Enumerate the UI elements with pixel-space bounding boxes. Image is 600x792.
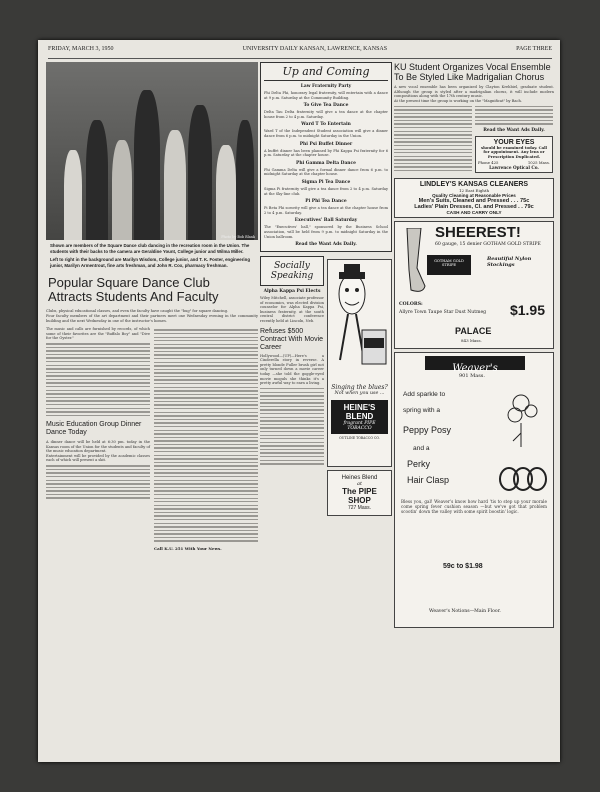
pipe-shop-line-2: at <box>357 481 362 488</box>
weavers-line-6: Hair Clasp <box>407 474 450 485</box>
sheerest-head: SHEEREST! <box>435 223 521 241</box>
photo-caption-2: Left to right in the background are Marilyn Wisdom, College junior, and T. K. Foster, engineering junior, Marilyn Armentrout, fine arts freshman, and John R. Cox, pharmacy freshman. <box>50 257 250 268</box>
lindley-name: LINDLEY'S KANSAS CLEANERS <box>419 180 529 188</box>
vocal-p1: A new vocal ensemble has been organized by Clayton Krehbiel, graduate student. Although the group is styled after a madrigalian chorus, it will include modern compositions along with the 17th century music. <box>394 85 554 99</box>
eyes-addr: 1025 Mass. <box>527 159 550 165</box>
eyes-ad <box>475 136 553 173</box>
event-heading: Ward T To Entertain <box>301 122 351 128</box>
up-and-coming-title: Up and Coming <box>264 65 388 81</box>
music-ed-p1: A dinner dance will be held at 6:30 pm. today in the Kansas room of the Union for the students and faculty of the music education department. <box>46 440 150 454</box>
body-text-lines <box>46 465 150 499</box>
body-text-lines <box>475 106 553 125</box>
weavers-addr: 901 Mass. <box>459 372 485 379</box>
eyes-phone: Phone 425 <box>478 159 499 165</box>
event-heading: Law Fraternity Party <box>300 84 352 89</box>
weavers-line-3: Peppy Posy <box>403 424 452 435</box>
event-text: The "Executives' ball," sponsored by the Business School association, will be held from 9 p.m. to midnight Saturday in the Union ballroom. <box>264 225 388 239</box>
akpsi-text: Wiley Mitchell, associate professor of economics, was elected division counselor for Alpha Kappa Psi, business fraternity, at the south central district conference recently held at Lincoln, Neb. <box>260 296 324 324</box>
event-heading: Executives' Ball Saturday <box>294 218 358 224</box>
eyes-headline: YOUR EYES <box>493 138 535 146</box>
event-heading: Sigma Pi Tea Dance <box>301 179 351 185</box>
weavers-logo <box>425 356 525 374</box>
socially-speaking-box <box>260 256 324 286</box>
weavers-foot: Weaver's Notions—Main Floor. <box>429 608 501 614</box>
lindley-line-2: Ladies' Plain Dresses, Cl. and Pressed . . 79c <box>414 203 534 210</box>
event-text: A buffet dinner has been planned by Phi Kappa Psi fraternity for 6 p.m. Saturday at the chapter house. <box>264 148 388 158</box>
palace-addr: 843 Mass. <box>461 337 482 343</box>
vocal-want-ads: Read the Want Ads Daily. <box>483 127 545 133</box>
body-text-lines <box>394 103 472 173</box>
pipe-shop-ad <box>327 470 392 516</box>
heines-blend-ad <box>327 259 392 467</box>
sheerest-desc: Beautiful Nylon Stockings <box>487 255 532 268</box>
event-text: Sigma Pi fraternity will give a tea dance from 2 to 4 p.m. Saturday at the Sky-line club. <box>264 186 388 196</box>
square-dance-p3: The music and calls are furnished by records, of which some of their favorites are the "Buffalo Boy" and "Dive for the Oyster." <box>46 327 150 341</box>
up-and-coming-box <box>260 62 392 252</box>
eyes-body: should be examined today. Call for appointment. Any lens or Prescription Duplicated. <box>481 144 547 160</box>
photo-caption: Shown are members of the Square Dance club dancing in the recreation room in the Union. The students with their backs to the camera are Geraldine Yount, College junior and Wilma Miller. <box>50 243 250 254</box>
music-ed-headline: Music Education Group Dinner Dance Today <box>46 421 142 437</box>
event-heading: Phi Gamma Delta Dance <box>296 160 356 166</box>
akpsi-heading: Alpha Kappa Psi Elects <box>263 289 321 295</box>
event-text: Pi Beta Phi sorority will give a tea dance at the chapter house from 2 to 4 p.m. Saturday. <box>264 206 388 215</box>
vocal-headline: KU Student Organizes Vocal Ensemble To Be Styled Like Madrigalian Chorus <box>394 62 551 82</box>
heines-maker: OUTLINE TOBACCO CO. <box>339 436 380 441</box>
newspaper-page <box>38 40 560 762</box>
square-dance-headline: Popular Square Dance Club Attracts Students And Faculty <box>48 275 219 305</box>
event-text: Phi Gamma Delta will give a formal dinner dance from 6 p.m. to midnight Saturday at the chapter house. <box>264 167 388 177</box>
event-heading: To Give Tea Dance <box>303 103 349 109</box>
refuses-headline: Refuses $500 Contract With Movie Career <box>260 327 324 351</box>
pipe-shop-addr: 727 Mass. <box>347 505 372 512</box>
lindley-line-3: CASH AND CARRY ONLY <box>446 209 502 215</box>
body-text-lines <box>46 343 150 416</box>
weavers-line-2: spring with a <box>403 406 441 414</box>
weavers-line-4: and a <box>413 444 430 452</box>
stocking-leg-illustration <box>399 228 429 298</box>
heines-tagline-1: Singing the blues? <box>331 384 388 392</box>
photo-credit: Photo by Bob Blank <box>221 235 255 239</box>
sheerest-stockings-ad <box>394 221 554 349</box>
palace-store: PALACE <box>455 325 492 336</box>
sheerest-colors-label: COLORS: <box>399 301 423 307</box>
header-page: PAGE THREE <box>516 46 552 52</box>
event-heading: Pi Phi Tea Dance <box>305 199 347 205</box>
eyes-firm: Lawrence Optical Co. <box>489 164 539 170</box>
body-text-lines <box>260 388 324 465</box>
event-heading: Phi Psi Buffet Dinner <box>299 141 353 147</box>
weavers-line-1: Add sparkle to <box>403 390 446 398</box>
square-dance-p1: Clubs, physical educational classes, and even the faculty have caught the "bug" for square dancing. <box>46 309 229 314</box>
masthead <box>48 46 552 59</box>
weavers-name: Weaver's <box>452 362 498 374</box>
column-middle <box>260 62 392 516</box>
heines-tagline-2: Not when you use ... <box>334 391 385 397</box>
sheerest-price: $1.95 <box>509 301 545 318</box>
weavers-ad <box>394 352 554 628</box>
header-paper: UNIVERSITY DAILY KANSAN, LAWRENCE, KANSAS <box>242 46 388 52</box>
heines-sub: fragrant PIPE TOBACCO <box>343 421 376 432</box>
lindley-line-1: Men's Suits, Cleaned and Pressed . . . 75c <box>418 197 530 204</box>
pipe-shop-name: The PIPE SHOP <box>342 487 377 506</box>
vocal-p2: At the present time the group is working on the "Magnificat" by Bach. <box>394 98 522 103</box>
event-text: Delta Tau Delta fraternity will give a tea dance at the chapter house from 2 to 4 p.m. Saturday. <box>264 110 388 119</box>
body-text-lines <box>154 329 258 542</box>
up-and-coming-list <box>264 84 388 239</box>
weavers-body: Bless you, gal! Weaver's know how hard 'tis to step up your morale come spring fever cushion season —but we've got that problem scootin' down the valley with some spirit boostin' logic. <box>401 498 547 515</box>
pipe-shop-line-1: Heines Blend <box>341 475 378 482</box>
tobacco-man-illustration <box>328 260 392 380</box>
sheerest-spec: 60 gauge, 15 denier GOTHAM GOLD STRIPE <box>435 241 541 247</box>
gotham-badge <box>427 255 471 275</box>
music-ed-p2: Entertainment will be provided by the academic classes each of which will present a skit. <box>46 453 150 463</box>
square-dance-p2: Four faculty members of the art department and their partners meet one Wednesday evening in the community building and the next Wednesday in one of the instructor's homes. <box>46 313 258 323</box>
want-ads-note: Read the Want Ads Daily. <box>295 242 357 248</box>
weavers-line-5: Perky <box>407 458 431 469</box>
square-dance-photo <box>46 62 258 240</box>
lindley-tagline: Quality Cleaning at Reasonable Prices <box>432 192 516 198</box>
lindley-addr: 12 East Eighth <box>458 187 490 193</box>
call-news-footer: Call K.U. 251 With Your News. <box>154 545 222 551</box>
refuses-text: Hollywood—(UP)—Here's a Cinderella story in reverse. A pretty blonde Fuller brush girl not only turned down a movie career today —she told the goggle-eyed movie moguls she thinks it's a pretty awful way to earn a living. <box>260 353 324 386</box>
weavers-price: 59c to $1.98 <box>443 562 483 570</box>
heines-brand: HEINE'S BLEND <box>343 403 376 422</box>
event-text: Phi Delta Phi, honorary legal fraternity, will entertain with a dance at 9 p.m. Saturday at the Community Building. <box>264 91 388 100</box>
column-left <box>46 62 258 551</box>
posy-clasp-illustration <box>491 383 551 503</box>
event-text: Ward T of the Independent Student association will give a dinner dance from 6 p.m. to midnight Saturday in the Union. <box>264 129 388 138</box>
column-right <box>394 62 554 628</box>
socially-speaking-title: Socially Speaking <box>270 261 314 282</box>
header-date: FRIDAY, MARCH 3, 1950 <box>48 46 114 52</box>
lindley-cleaners-ad <box>394 178 554 218</box>
sheerest-colors: Allyre Town Taupe Star Dust Nutmeg <box>399 309 487 315</box>
gotham-brand: GOTHAM GOLD STRIPE <box>434 258 464 267</box>
